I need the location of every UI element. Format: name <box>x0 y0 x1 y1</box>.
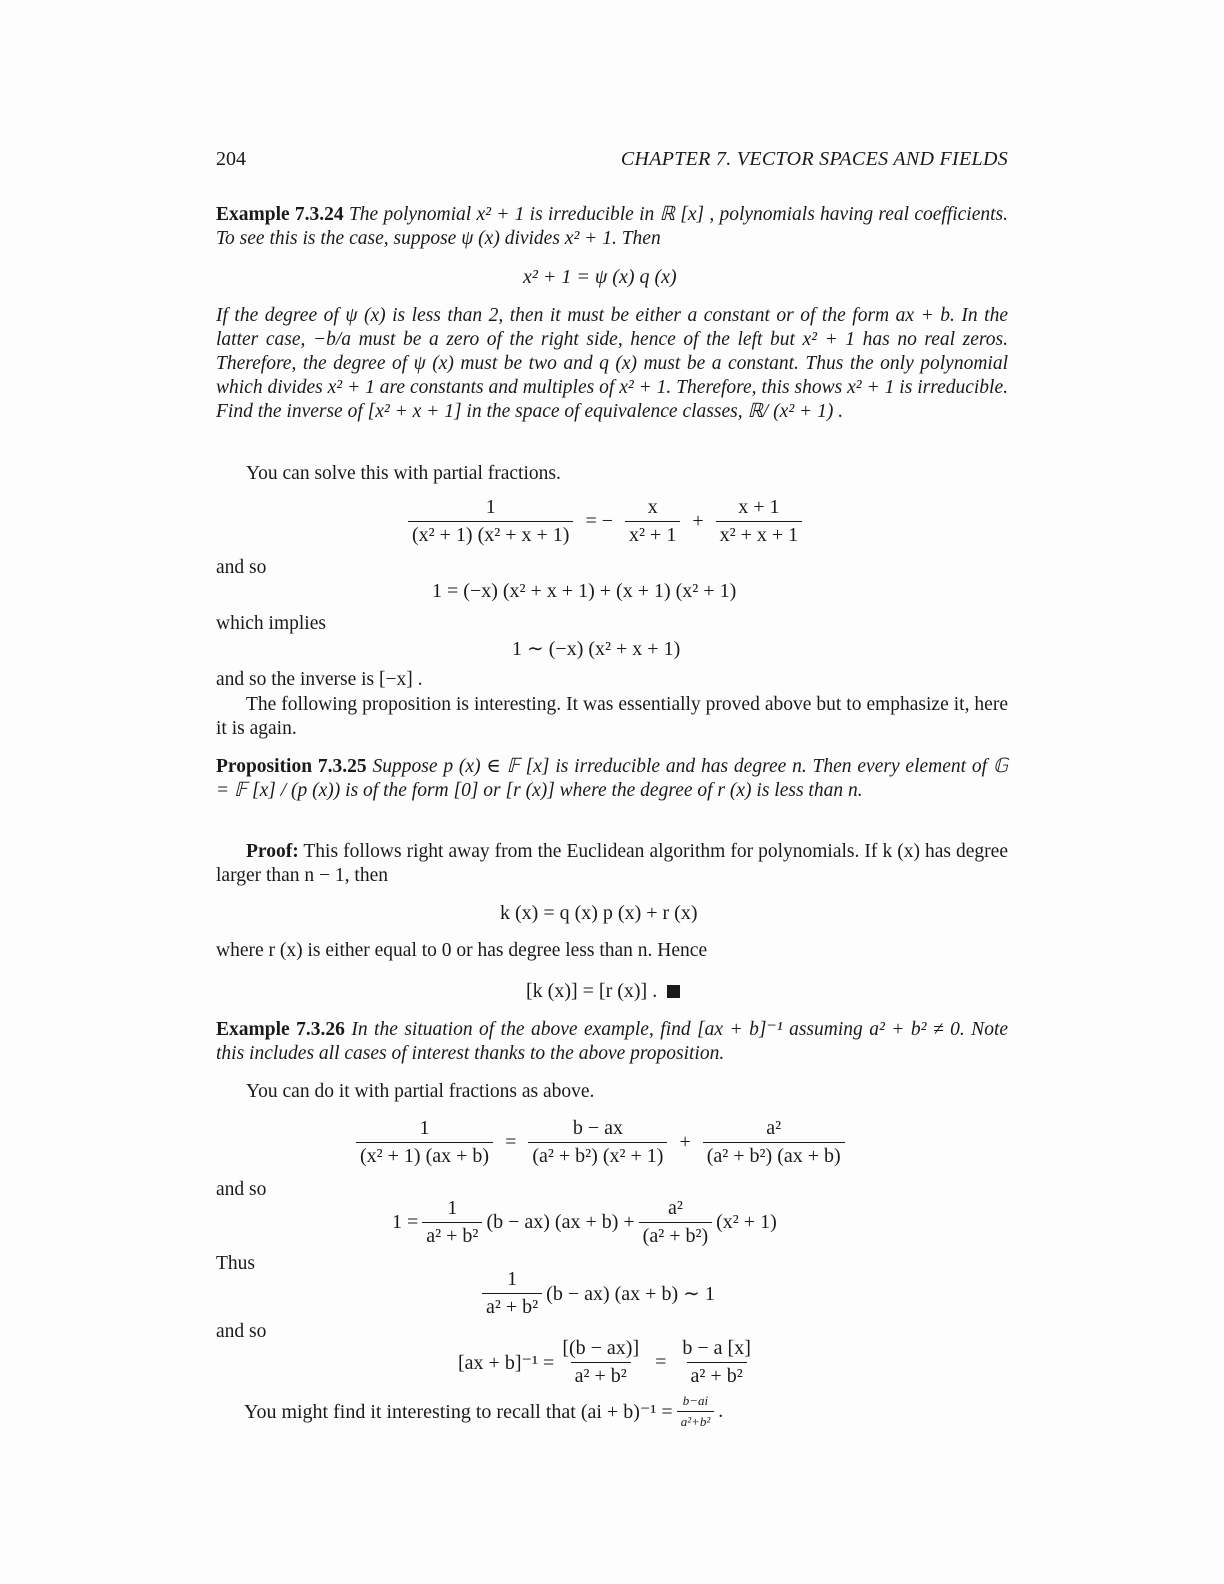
example-title: Example 7.3.24 <box>216 204 344 225</box>
paragraph: You can do it with partial fractions as above. <box>246 1081 595 1102</box>
equation: [k (x)] = [r (x)] . <box>526 980 680 1003</box>
paragraph: You can solve this with partial fractions. <box>246 463 561 484</box>
chapter-title: CHAPTER 7. VECTOR SPACES AND FIELDS <box>620 148 1008 170</box>
equation: k (x) = q (x) p (x) + r (x) <box>500 902 698 924</box>
proof-text: This follows right away from the Euclidean algorithm for polynomials. If k (x) has degree larger than n − 1, then <box>216 841 1008 886</box>
text-which-implies: which implies <box>216 613 326 634</box>
equation: 1 ∼ (−x) (x² + x + 1) <box>512 638 681 660</box>
equation: [ax + b]⁻¹ = $\frac{[(b - ax)]}{\text{a² + b²}}$ = $\frac{b - a [x]}{\text{a² + b²}}$ <box>458 1337 751 1387</box>
proposition-text: Suppose p (x) ∈ 𝔽 [x] is irreducible and has degree n. Then every element of 𝔾 = 𝔽 [x] / (p (x)) is of the form [0] or [r (x)] where the degree of r (x) is less than n. <box>216 756 1009 801</box>
text-and-so: and so <box>216 1179 267 1200</box>
example-title: Example 7.3.26 <box>216 1019 345 1040</box>
equation-partial-fractions: $\frac{1}{\text{(x² + 1) (ax + b)}}$ = $\frac{b - ax}{\text{(a² + b²) (x² + 1)}}$ + $\frac{\text{a²}}{\text{(a² + b²) (ax + b)}}$ <box>352 1117 849 1168</box>
qed-symbol <box>667 985 680 998</box>
proof-label: Proof: <box>246 841 299 862</box>
proof <box>216 840 1008 888</box>
paragraph: The following proposition is interesting. It was essentially proved above but to emphasize it, here it is again. <box>216 694 1008 739</box>
example-7-3-24 <box>216 203 1008 251</box>
example-text: In the situation of the above example, find [ax + b]⁻¹ assuming a² + b² ≠ 0. Note this includes all cases of interest thanks to the above proposition. <box>216 1019 1009 1064</box>
equation: 1 = $\frac{1}{\text{a² + b²}}$ (b − ax) (ax + b) + $\frac{\text{a²}}{\text{(a² + b²)}}$ (x² + 1) <box>392 1197 777 1247</box>
example-text: The polynomial x² + 1 is irreducible in ℝ [x] , polynomials having real coefficients. To see this is the case, suppose ψ (x) divides x² + 1. Then <box>216 204 1008 249</box>
equation: $\frac{1}{\text{a² + b²}}$ (b − ax) (ax + b) ∼ 1 <box>478 1268 715 1319</box>
text-and-so: and so <box>216 557 267 578</box>
closing-remark: You might find it interesting to recall that (ai + b)⁻¹ = $\frac{b-ai}{\text{a²+b²}}$ . <box>244 1393 724 1429</box>
equation-partial-fractions: $\frac{1}{\text{(x² + 1) (x² + x + 1)}}$ = − $\frac{x}{\text{x² + 1}}$ + $\frac{x + 1}{\text{x² + x + 1}}$ <box>404 496 806 547</box>
proposition-title: Proposition 7.3.25 <box>216 756 367 777</box>
example-7-3-26 <box>216 1018 1008 1066</box>
text-and-so: and so <box>216 1321 267 1342</box>
example-text-cont: If the degree of ψ (x) is less than 2, then it must be either a constant or of the form ax + b. In the latter case, −b/a must be a zero of the right side, hence of the left but x² + 1 has no real zeros. Therefore, the degree of ψ (x) must be two and q (x) must be a constant. Thus the only polynomial which divides x² + 1 are constants and multiples of x² + 1. Therefore, this shows x² + 1 is irreducible. Find the inverse of [x² + x + 1] in the space of equivalence classes, ℝ/ (x² + 1) . <box>216 305 1008 422</box>
text-thus: Thus <box>216 1253 255 1274</box>
page-number: 204 <box>216 148 246 170</box>
equation: 1 = (−x) (x² + x + 1) + (x + 1) (x² + 1) <box>432 580 737 602</box>
proposition-7-3-25 <box>216 755 1008 803</box>
equation: x² + 1 = ψ (x) q (x) <box>523 266 677 288</box>
text-conclusion: and so the inverse is [−x] . <box>216 669 423 690</box>
proof-text-cont: where r (x) is either equal to 0 or has degree less than n. Hence <box>216 940 708 961</box>
